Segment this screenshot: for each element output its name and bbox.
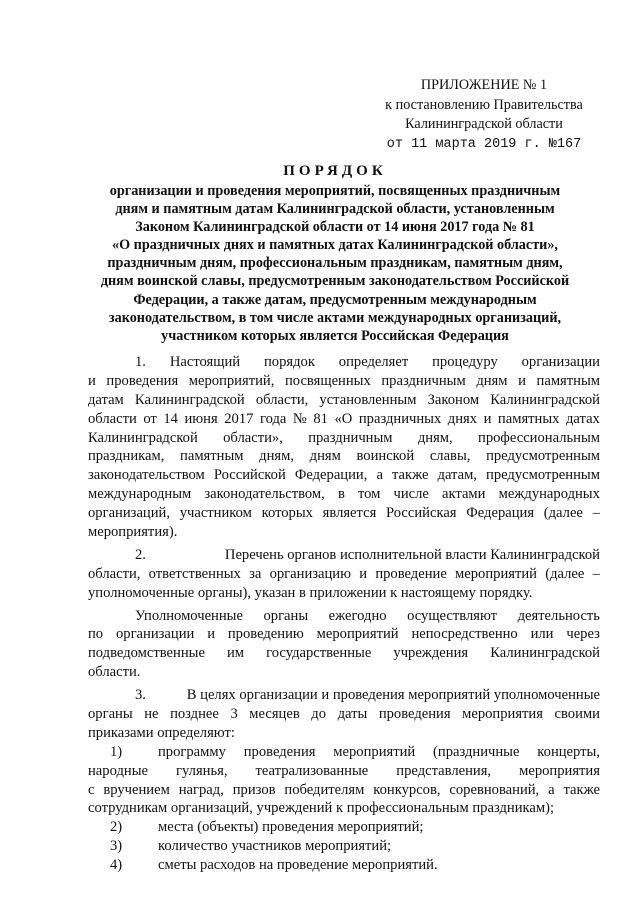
list-item-number: 4) (110, 857, 123, 874)
text-word: памятных (497, 410, 560, 427)
text-word: представления, (396, 762, 492, 779)
text-word: проведения (243, 743, 316, 760)
text-word: Настоящий (169, 354, 241, 370)
annex-title: ПРИЛОЖЕНИЕ № 1 (420, 77, 548, 93)
text-word: памятным (536, 372, 600, 389)
text-word: В целях организации и проведения мероприятий уполномоченные (186, 687, 600, 704)
text-word: международным (88, 486, 192, 503)
list-item-number: 1) (110, 743, 123, 760)
paragraph-4 (88, 686, 600, 743)
text-line (88, 705, 600, 724)
text-word: Уполномоченные (135, 607, 243, 624)
text-word: (далее (545, 565, 585, 582)
text-word: народные (88, 762, 148, 779)
text-word: мероприятия). (88, 524, 178, 541)
text-word: законодательством, (204, 486, 325, 503)
text-word: праздникам, (88, 448, 165, 465)
list-item-first-line (88, 837, 600, 856)
text-word: предусмотренным (486, 467, 600, 484)
document-title (70, 160, 600, 345)
text-line (88, 523, 600, 542)
title-subtitle-line: «О праздничных днях и памятных датах Калининградской области», (112, 237, 558, 254)
text-word: а (548, 781, 555, 798)
text-word: месяцев (249, 706, 300, 723)
document-body (88, 353, 600, 875)
text-line (88, 644, 600, 663)
text-word: 2017 (224, 410, 254, 427)
text-word: и (207, 626, 215, 643)
text-word: – (592, 565, 600, 582)
text-word: осуществляют (407, 607, 498, 624)
text-word: июня (184, 410, 218, 427)
text-word: днях (447, 410, 478, 427)
text-line (88, 607, 600, 626)
text-word: порядок (263, 354, 315, 370)
list-item-text (158, 743, 600, 762)
text-word: актами (442, 486, 486, 503)
text-word: и (88, 372, 96, 389)
text-word: «О (334, 410, 353, 427)
text-word: Федерация (466, 505, 535, 522)
text-word: памятным (180, 448, 244, 465)
annex-date: от 11 марта 2019 г. №167 (386, 136, 582, 152)
text-line (88, 410, 600, 429)
text-word: которых (261, 505, 313, 522)
text-word: дням (476, 372, 508, 389)
text-word: органы (88, 706, 133, 723)
text-word: области, (255, 391, 309, 408)
text-word: конкурсов, (373, 781, 441, 798)
text-word: мероприятий (316, 626, 399, 643)
text-word: по (88, 626, 104, 643)
paragraph-1 (88, 353, 600, 542)
text-word: сотрудникам организаций, учреждений к профессиональным праздникам); (88, 800, 554, 817)
text-word: вручением (103, 781, 170, 798)
text-word: праздничных (358, 410, 442, 427)
text-line (88, 663, 600, 682)
text-line (88, 353, 600, 372)
text-word: приказами определяют: (88, 724, 235, 741)
text-word: своими (554, 706, 600, 723)
list-item-text: сметы расходов на проведение мероприятий. (158, 857, 438, 874)
text-word: мероприятия (462, 706, 543, 723)
list-item-number: 3) (110, 838, 123, 855)
text-word: дням (309, 448, 341, 465)
text-word: процедуру (432, 354, 498, 370)
text-word: международных (498, 486, 600, 503)
text-word: через (566, 626, 600, 643)
text-word: театрализованные (255, 762, 369, 779)
text-word: датам, (437, 467, 477, 484)
text-line (88, 799, 600, 818)
text-word: (далее (543, 505, 583, 522)
text-word: уполномоченные органы), указан в приложении к настоящему порядку. (88, 584, 533, 601)
text-line (88, 429, 600, 448)
text-line (88, 625, 600, 644)
text-word: области (88, 410, 137, 427)
text-word: в (337, 486, 345, 503)
text-line (88, 546, 600, 565)
text-word: с (88, 781, 95, 798)
text-word: проведение (375, 565, 447, 582)
paragraph-3 (88, 607, 600, 683)
annex-header (364, 76, 604, 154)
list-item (88, 743, 600, 819)
text-word: органы (263, 607, 309, 624)
text-word: организации (115, 626, 195, 643)
text-word: мероприятий (333, 743, 416, 760)
text-word: Калининградской (490, 645, 600, 662)
text-word: законодательством (88, 467, 205, 484)
text-line (88, 372, 600, 391)
text-word: области», (223, 429, 283, 446)
text-word: позднее (170, 706, 219, 723)
text-word: Российская (386, 505, 457, 522)
list-item-first-line (88, 818, 600, 837)
text-line (88, 584, 600, 603)
text-word: числе (393, 486, 429, 503)
text-word: также (563, 781, 600, 798)
list-item-text: места (объекты) проведения мероприятий; (158, 819, 424, 836)
text-word: от (143, 410, 157, 427)
text-word: непосредственно (411, 626, 518, 643)
text-word: проведению (227, 626, 304, 643)
text-word: Законом (427, 391, 480, 408)
title-subtitle-line: дням воинской славы, предусмотренным законодательством Российской (100, 273, 570, 290)
text-word: года (259, 410, 287, 427)
text-word: 81 (313, 410, 328, 427)
text-word: праздничным (308, 429, 393, 446)
text-word: установленным (319, 391, 417, 408)
title-subtitle (70, 182, 600, 345)
text-word: программу (158, 743, 226, 760)
text-word: Российской (213, 467, 286, 484)
text-word: воинской (356, 448, 415, 465)
text-line (88, 781, 600, 800)
text-word: даты (337, 706, 368, 723)
list-item-number: 2) (110, 819, 123, 836)
text-word: датах (565, 410, 600, 427)
list-item-first-line (88, 856, 600, 875)
text-word: организацию (269, 565, 352, 582)
text-word: концерты, (537, 743, 600, 760)
text-word: наград, (178, 781, 224, 798)
title-subtitle-line: организации и проведения мероприятий, посвященных праздничным (109, 183, 561, 199)
list-item-first-line (88, 743, 600, 762)
text-word: им (227, 645, 245, 662)
text-word: участником (179, 505, 252, 522)
title-subtitle-line: участником которых является Российская Федерация (161, 327, 509, 344)
title-subtitle-line: праздничным дням, профессиональным праздникам, памятным дням, (107, 255, 563, 272)
text-word: также (391, 467, 429, 484)
text-word: области. (88, 664, 141, 681)
text-word: гулянья, (176, 762, 228, 779)
text-word: за (249, 565, 262, 582)
text-word: № (292, 410, 307, 427)
title-subtitle-line: Федерации, а также датам, предусмотренным международным (133, 291, 537, 308)
text-word: определяет (338, 354, 409, 370)
list-item-text: количество участников мероприятий; (158, 838, 392, 855)
text-word: Калининградской (134, 391, 245, 408)
text-word: посвященных (284, 372, 371, 389)
text-word: и (359, 565, 368, 582)
text-word: 2. (135, 546, 146, 563)
text-word: предусмотренным (486, 448, 600, 465)
text-word: Калининградской (490, 391, 600, 408)
text-word: учреждения (393, 645, 469, 662)
annex-region: Калининградской области (405, 116, 563, 132)
text-word: (праздничные (433, 743, 520, 760)
paragraph-2 (88, 546, 600, 603)
text-word: праздничным (381, 372, 466, 389)
text-word: а (376, 467, 383, 484)
list-item (88, 818, 600, 837)
text-word: 3 (230, 706, 238, 723)
text-word: 3. (135, 687, 146, 704)
text-word: или (530, 626, 554, 643)
title-subtitle-line: Законом Калининградской области от 14 июня 2017 года № 81 (135, 219, 535, 236)
text-word: – (592, 505, 600, 522)
text-word: является (322, 505, 377, 522)
list-item (88, 837, 600, 856)
text-word: и (518, 372, 526, 389)
text-word: том (357, 486, 381, 503)
text-word: соревнований, (449, 781, 540, 798)
text-word: Перечень органов исполнительной власти Калининградской (224, 546, 600, 563)
title-subtitle-line: законодательством, в том числе актами международных организаций, (108, 309, 562, 326)
text-word: дням, (259, 448, 294, 465)
text-line (88, 447, 600, 466)
text-word: деятельность (517, 607, 600, 624)
text-word: проведения (378, 706, 451, 723)
text-word: организаций, (88, 505, 170, 522)
text-word: мероприятия (519, 762, 600, 779)
text-word: славы, (429, 448, 471, 465)
text-word: ежегодно (328, 607, 387, 624)
text-word: до (311, 706, 327, 723)
title-main: ПОРЯДОК (283, 163, 387, 179)
title-subtitle-line: дням и памятным датам Калининградской области, установленным (115, 201, 555, 218)
text-word: подведомственные (88, 645, 205, 662)
text-word: датам (88, 391, 124, 408)
text-word: призов (232, 781, 276, 798)
text-word: не (144, 706, 159, 723)
text-word: Федерации, (294, 467, 368, 484)
text-line (88, 565, 600, 584)
text-word: 14 (163, 410, 178, 427)
text-line (88, 391, 600, 410)
text-word: 1. (135, 354, 146, 370)
text-word: проведения (106, 372, 179, 389)
text-word: профессиональным (478, 429, 600, 446)
text-word: государственные (266, 645, 372, 662)
text-word: и (483, 410, 492, 427)
text-word: мероприятий (455, 565, 537, 582)
text-word: мероприятий, (188, 372, 275, 389)
text-line (88, 504, 600, 523)
text-word: ответственных (148, 565, 241, 582)
text-word: области, (88, 565, 141, 582)
text-line (88, 762, 600, 781)
annex-reference: к постановлению Правительства (385, 96, 583, 113)
text-word: победителям (284, 781, 365, 798)
text-line (88, 466, 600, 485)
text-word: организации (521, 354, 600, 370)
text-word: дням, (417, 429, 453, 446)
text-line (88, 686, 600, 705)
text-line (88, 485, 600, 504)
list-item (88, 856, 600, 875)
text-line (88, 724, 600, 743)
text-word: Калининградской (88, 429, 198, 446)
